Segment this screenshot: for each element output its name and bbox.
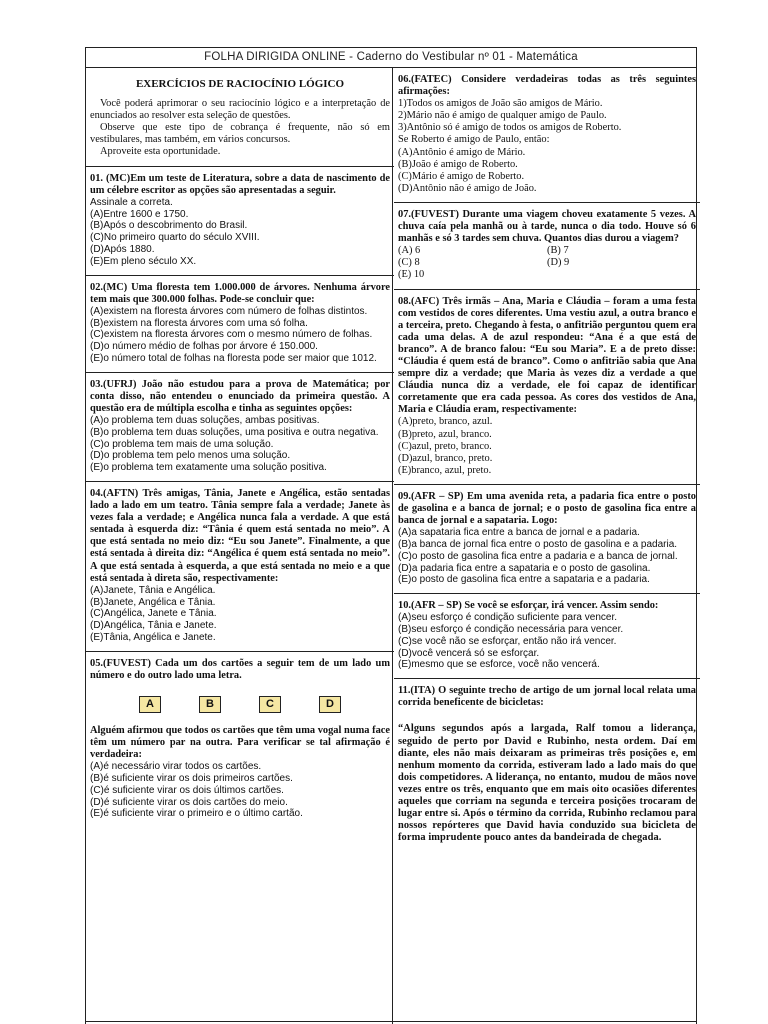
option-d: (D)o número médio de folhas por árvore é 150.000. xyxy=(90,341,318,353)
option-c: (C) 8 xyxy=(398,257,420,269)
option-a: (A)a sapataria fica entre a banca de jornal e a padaria. xyxy=(398,527,640,539)
option-a: (A)o problema tem duas soluções, ambas positivas. xyxy=(90,414,320,426)
option-d: (D)você vencerá só se esforçar. xyxy=(398,647,540,659)
option-e: (E)o problema tem exatamente uma solução positiva. xyxy=(90,462,327,474)
option-c: (C)Angélica, Janete e Tânia. xyxy=(90,608,217,620)
page-header: FOLHA DIRIGIDA ONLINE - Caderno do Vestibular nº 01 - Matemática xyxy=(86,47,696,68)
question-06 xyxy=(398,74,696,195)
question-stem: 01. (MC)Em um teste de Literatura, sobre a data de nascimento de um célebre escritor as opções são apresentadas a seguir. xyxy=(90,172,390,196)
option-c: (C)é suficiente virar os dois últimos cartões. xyxy=(90,784,284,796)
divider xyxy=(394,202,700,203)
divider xyxy=(86,651,394,652)
option-c: (C)Mário é amigo de Roberto. xyxy=(398,170,525,182)
card-a: A xyxy=(139,696,161,713)
question-02 xyxy=(90,282,390,365)
option-c: (C)existem na floresta árvores com o mesmo número de folhas. xyxy=(90,329,373,341)
card-row xyxy=(90,696,390,713)
option-e: (E)branco, azul, preto. xyxy=(398,464,492,476)
statement-3: 3)Antônio só é amigo de todos os amigos de Roberto. xyxy=(398,122,622,134)
option-e: (E)Tânia, Angélica e Janete. xyxy=(90,631,216,643)
card-c: C xyxy=(259,696,281,713)
question-10 xyxy=(398,600,696,671)
article-quote: “Alguns segundos após a largada, Ralf tomou a liderança, seguido de perto por David e Rubinho, nesta ordem. Daí em diante, eles não mais deixaram as primeiras três posições e, em nenhum momento da corrida, estiveram lado a lado mais do que dois competidores. A liderança, no entanto, mudou de mãos nove vezes entre os três, enquanto que em mais oito ocasiões diferentes aqueles que corriam na segunda e terceira posições trocaram de lugar entre si. Após o término da corrida, Rubinho reclamou para nossos repórteres que David havia conduzido sua bicicleta de forma imprudente pouco antes da bandeirada de chegada. xyxy=(398,723,696,844)
question-03 xyxy=(90,379,390,474)
question-07 xyxy=(398,209,696,282)
option-d: (D)Angélica, Tânia e Janete. xyxy=(90,620,217,632)
question-01 xyxy=(90,173,390,268)
divider xyxy=(86,166,394,167)
option-e: (E)o posto de gasolina fica entre a sapataria e a padaria. xyxy=(398,574,650,586)
option-a: (A)Janete, Tânia e Angélica. xyxy=(90,584,216,596)
option-e: (E)é suficiente virar o primeiro e o último cartão. xyxy=(90,808,303,820)
question-09 xyxy=(398,491,696,586)
section-title: EXERCÍCIOS DE RACIOCÍNIO LÓGICO xyxy=(135,78,345,90)
option-b: (B)é suficiente virar os dois primeiros cartões. xyxy=(90,772,293,784)
question-stem: 05.(FUVEST) Cada um dos cartões a seguir tem de um lado um número e do outro lado uma letra. xyxy=(90,657,390,681)
option-d: (D)Antônio não é amigo de João. xyxy=(398,182,537,194)
option-b: (B) 7 xyxy=(547,245,569,257)
option-c: (C)se você não se esforçar, então não irá vencer. xyxy=(398,635,617,647)
intro-paragraph-3: Aproveite esta oportunidade. xyxy=(100,146,221,158)
option-e: (E)Em pleno século XX. xyxy=(90,255,197,267)
card-d: D xyxy=(319,696,341,713)
divider xyxy=(394,593,700,594)
option-b: (B)João é amigo de Roberto. xyxy=(398,158,518,170)
question-05 xyxy=(90,658,390,820)
divider xyxy=(394,484,700,485)
option-b: (B)existem na floresta árvores com uma só folha. xyxy=(90,317,308,329)
question-08 xyxy=(398,296,696,477)
option-a: (A)seu esforço é condição suficiente para vencer. xyxy=(398,612,618,624)
option-c: (C)azul, preto, branco. xyxy=(398,440,492,452)
option-a: (A)existem na floresta árvores com número de folhas distintos. xyxy=(90,305,368,317)
question-stem: 09.(AFR – SP) Em uma avenida reta, a padaria fica entre o posto de gasolina e a banca de jornal; e o posto de gasolina fica entre a banca de jornal e a sapataria. Logo: xyxy=(398,490,696,527)
question-stem: 04.(AFTN) Três amigas, Tânia, Janete e Angélica, estão sentadas lado a lado em um teatro. Tânia sempre fala a verdade; Janete às vezes fala a verdade; e Angélica nunca fala a verdade. A que está sentada à esquerda diz: “Tânia é quem está sentada no meio”. A que está sentada no meio diz: “Eu sou Janete”. Finalmente, a que está sentada à direita diz: “Angélica é quem está sentada no meio”. A que está sentada à esquerda, a que está sentada no meio e a que está sentada à direta são, respectivamente: xyxy=(90,487,390,584)
question-stem: 02.(MC) Uma floresta tem 1.000.000 de árvores. Nenhuma árvore tem mais que 300.000 folhas. Pode-se concluir que: xyxy=(90,281,390,305)
bottom-rule xyxy=(85,1021,697,1022)
intro-paragraph-1: Você poderá aprimorar o seu raciocínio lógico e a interpretação de enunciados ao resolver esta seleção de questões. xyxy=(90,98,390,122)
divider xyxy=(86,275,394,276)
option-d: (D)é suficiente virar os dois cartões do meio. xyxy=(90,796,288,808)
question-lead: Se Roberto é amigo de Paulo, então: xyxy=(398,134,550,146)
intro-paragraph-2: Observe que este tipo de cobrança é frequente, não só em vestibulares, mas também, em vários concursos. xyxy=(90,122,390,146)
question-11 xyxy=(398,685,696,844)
option-d: (D) 9 xyxy=(547,257,570,269)
left-column xyxy=(90,74,390,820)
divider xyxy=(86,481,394,482)
question-stem-2: Alguém afirmou que todos os cartões que têm uma vogal numa face têm um número par na outra. Para verificar se tal afirmação é verdadeira: xyxy=(90,724,390,761)
option-c: (C)o posto de gasolina fica entre a padaria e a banca de jornal. xyxy=(398,550,678,562)
question-stem: 11.(ITA) O seguinte trecho de artigo de um jornal local relata uma corrida beneficente de bicicletas: xyxy=(398,685,696,709)
option-e: (E)mesmo que se esforce, você não vencerá. xyxy=(398,659,600,671)
option-a: (A)é necessário virar todos os cartões. xyxy=(90,761,262,773)
question-stem: 03.(UFRJ) João não estudou para a prova de Matemática; por conta disso, não entendeu o enunciado da primeira questão. A questão era de múltipla escolha e tinha as seguintes opções: xyxy=(90,378,390,414)
option-c: (C)o problema tem mais de uma solução. xyxy=(90,438,274,450)
divider xyxy=(86,372,394,373)
statement-1: 1)Todos os amigos de João são amigos de Mário. xyxy=(398,98,603,110)
option-b: (B)seu esforço é condição necessária para vencer. xyxy=(398,624,624,636)
question-stem: 07.(FUVEST) Durante uma viagem choveu exatamente 5 vezes. A chuva caía pela manhã ou à tarde, nunca o dia todo. Houve só 6 manhãs e só 3 tardes sem chuva. Quantos dias durou a viagem? xyxy=(398,208,696,245)
question-stem: 10.(AFR – SP) Se você se esforçar, irá vencer. Assim sendo: xyxy=(398,600,659,612)
card-b: B xyxy=(199,696,221,713)
option-a: (A)Antônio é amigo de Mário. xyxy=(398,146,526,158)
statement-2: 2)Mário não é amigo de qualquer amigo de Paulo. xyxy=(398,110,607,122)
options-grid xyxy=(398,245,696,281)
option-a: (A) 6 xyxy=(398,245,421,257)
option-b: (B)a banca de jornal fica entre o posto de gasolina e a padaria. xyxy=(398,538,678,550)
option-d: (D)azul, branco, preto. xyxy=(398,452,493,464)
question-lead: Assinale a correta. xyxy=(90,196,173,208)
option-d: (D)o problema tem pelo menos uma solução. xyxy=(90,450,291,462)
option-c: (C)No primeiro quarto do século XVIII. xyxy=(90,232,260,244)
divider xyxy=(394,678,700,679)
option-d: (D)Após 1880. xyxy=(90,243,155,255)
divider xyxy=(394,289,700,290)
option-e: (E)o número total de folhas na floresta pode ser maior que 1012. xyxy=(90,352,377,364)
question-stem: 06.(FATEC) Considere verdadeiras todas as três seguintes afirmações: xyxy=(398,74,696,98)
question-04 xyxy=(90,488,390,644)
option-b: (B)preto, azul, branco. xyxy=(398,428,492,440)
right-column xyxy=(398,74,696,855)
option-b: (B)o problema tem duas soluções, uma positiva e outra negativa. xyxy=(90,426,379,438)
option-b: (B)Janete, Angélica e Tânia. xyxy=(90,596,216,608)
question-stem: 08.(AFC) Três irmãs – Ana, Maria e Cláudia – foram a uma festa com vestidos de cores diferentes. Uma vestiu azul, a outra branco e a terceira, preto. Chegando à festa, o anfitrião perguntou quem era cada uma delas. A de azul respondeu: “Ana é a que está de branco”. A de branco falou: “Eu sou Maria”. E a de preto disse: “Cláudia é quem está de branco”. Como o anfitrião sabia que Ana sempre diz a verdade; que Maria às vezes diz a verdade a que Cláudia nunca diz a verdade, ele foi capaz de identificar corretamente que era cada pessoa. As cores dos vestidos de Ana, Maria e Cláudia eram, respectivamente: xyxy=(398,295,696,416)
option-a: (A)Entre 1600 e 1750. xyxy=(90,208,189,220)
option-e: (E) 10 xyxy=(398,269,425,281)
option-d: (D)a padaria fica entre a sapataria e o posto de gasolina. xyxy=(398,562,651,574)
option-a: (A)preto, branco, azul. xyxy=(398,416,493,428)
option-b: (B)Após o descobrimento do Brasil. xyxy=(90,220,248,232)
column-divider xyxy=(392,68,393,1024)
